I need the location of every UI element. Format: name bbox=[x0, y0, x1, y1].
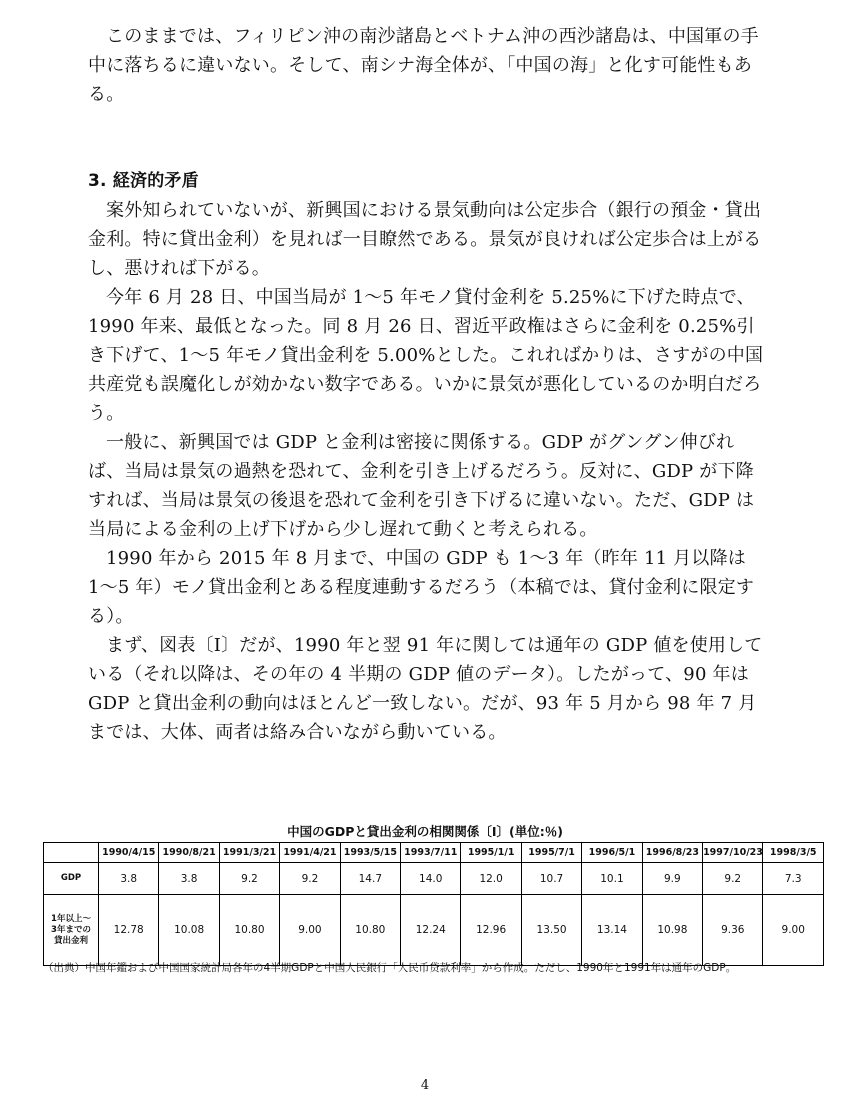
paragraph: このままでは、フィリピン沖の南沙諸島とベトナム沖の西沙諸島は、中国軍の手中に落ちるに違いない。そして、南シナ海全体が、「中国の海」と化す可能性もある。 bbox=[88, 26, 759, 105]
rate-cell: 12.24 bbox=[401, 895, 461, 966]
rate-label-line: 貸出金利 bbox=[53, 935, 88, 946]
rate-cell: 12.78 bbox=[99, 895, 159, 966]
table-date-header: 1990/8/21 bbox=[159, 843, 219, 863]
table-date-header: 1993/5/15 bbox=[340, 843, 400, 863]
gdp-cell: 12.0 bbox=[461, 863, 521, 895]
rate-cell: 9.00 bbox=[763, 895, 824, 966]
gdp-cell: 9.2 bbox=[703, 863, 763, 895]
paragraph: 一般に、新興国では GDP と金利は密接に関係する。GDP がグングン伸びれば、当局は景気の過熱を恐れて、金利を引き上げるだろう。反対に、GDP が下降すれば、当局は景気の後退を恐れて金利を引き下げるに違いない。ただ、GDP は当局による金利の上げ下げから少し遅れて動くと考えられる。 bbox=[88, 432, 755, 540]
rate-label-line: 3年までの bbox=[51, 924, 91, 935]
gdp-row-label: GDP bbox=[44, 863, 99, 895]
gdp-cell: 10.7 bbox=[521, 863, 581, 895]
table-date-header: 1997/10/23 bbox=[703, 843, 763, 863]
source-note: （出典）中国年鑑および中国国家統計局各年の4半期GDPと中国人民銀行「人民币贷款利率」から作成。ただし、1990年と1991年は通年のGDP。 bbox=[43, 962, 737, 974]
rate-cell: 10.80 bbox=[340, 895, 400, 966]
paragraph: まず、図表〔Ⅰ〕だが、1990 年と翌 91 年に関しては通年の GDP 値を使用している（それ以降は、その年の 4 半期の GDP 値のデータ）。したがって、90 年は GDP と貸出金利の動向はほとんど一致しない。だが、93 年 5 月から 98 年 7 月までは、大体、両者は絡み合いながら動いている。 bbox=[88, 635, 763, 743]
table-row-gdp bbox=[44, 863, 824, 895]
table-date-header: 1991/3/21 bbox=[219, 843, 279, 863]
table-date-header: 1995/1/1 bbox=[461, 843, 521, 863]
gdp-cell: 9.9 bbox=[642, 863, 702, 895]
section-heading: 3. 経済的矛盾 bbox=[88, 171, 199, 191]
rate-cell: 10.80 bbox=[219, 895, 279, 966]
gdp-cell: 9.2 bbox=[219, 863, 279, 895]
paragraph: 案外知られていないが、新興国における景気動向は公定歩合（銀行の預金・貸出金利。特に貸出金利）を見れば一目瞭然である。景気が良ければ公定歩合は上がるし、悪ければ下がる。 bbox=[88, 200, 762, 279]
gdp-cell: 10.1 bbox=[582, 863, 642, 895]
table-date-header: 1995/7/1 bbox=[521, 843, 581, 863]
rate-cell: 13.14 bbox=[582, 895, 642, 966]
gdp-cell: 14.0 bbox=[401, 863, 461, 895]
paragraph: 1990 年から 2015 年 8 月まで、中国の GDP も 1〜3 年（昨年 11 月以降は 1〜5 年）モノ貸出金利とある程度連動するだろう（本稿では、貸付金利に限定する）。 bbox=[88, 548, 755, 627]
gdp-cell: 14.7 bbox=[340, 863, 400, 895]
gdp-rate-table bbox=[43, 842, 824, 966]
spacer bbox=[88, 109, 768, 167]
paragraph: 今年 6 月 28 日、中国当局が 1〜5 年モノ貸付金利を 5.25%に下げた時点で、1990 年来、最低となった。同 8 月 26 日、習近平政権はさらに金利を 0.25%引き下げて、1〜5 年モノ貸出金利を 5.00%とした。これればかりは、さすがの中国共産党も誤魔化しが効かない数字である。いかに景気が悪化しているのか明白だろう。 bbox=[88, 287, 764, 424]
rate-cell: 10.98 bbox=[642, 895, 702, 966]
article-body bbox=[88, 22, 768, 747]
rate-cell: 9.00 bbox=[280, 895, 340, 966]
rate-label-line: 1年以上〜 bbox=[51, 913, 91, 924]
rate-cell: 13.50 bbox=[521, 895, 581, 966]
rate-cell: 10.08 bbox=[159, 895, 219, 966]
table-date-header: 1990/4/15 bbox=[99, 843, 159, 863]
gdp-cell: 3.8 bbox=[159, 863, 219, 895]
table-row-lending-rate bbox=[44, 895, 824, 966]
rate-row-label bbox=[44, 895, 99, 966]
table-header-row bbox=[44, 843, 824, 863]
table-corner-cell bbox=[44, 843, 99, 863]
gdp-cell: 7.3 bbox=[763, 863, 824, 895]
table-title: 中国のGDPと貸出金利の相関関係〔Ⅰ〕(単位:％) bbox=[287, 824, 563, 839]
page-number: 4 bbox=[420, 1078, 430, 1093]
table-date-header: 1996/8/23 bbox=[642, 843, 702, 863]
rate-cell: 9.36 bbox=[703, 895, 763, 966]
gdp-cell: 3.8 bbox=[99, 863, 159, 895]
table-date-header: 1998/3/5 bbox=[763, 843, 824, 863]
table-date-header: 1993/7/11 bbox=[401, 843, 461, 863]
gdp-cell: 9.2 bbox=[280, 863, 340, 895]
table-date-header: 1996/5/1 bbox=[582, 843, 642, 863]
table-date-header: 1991/4/21 bbox=[280, 843, 340, 863]
rate-cell: 12.96 bbox=[461, 895, 521, 966]
